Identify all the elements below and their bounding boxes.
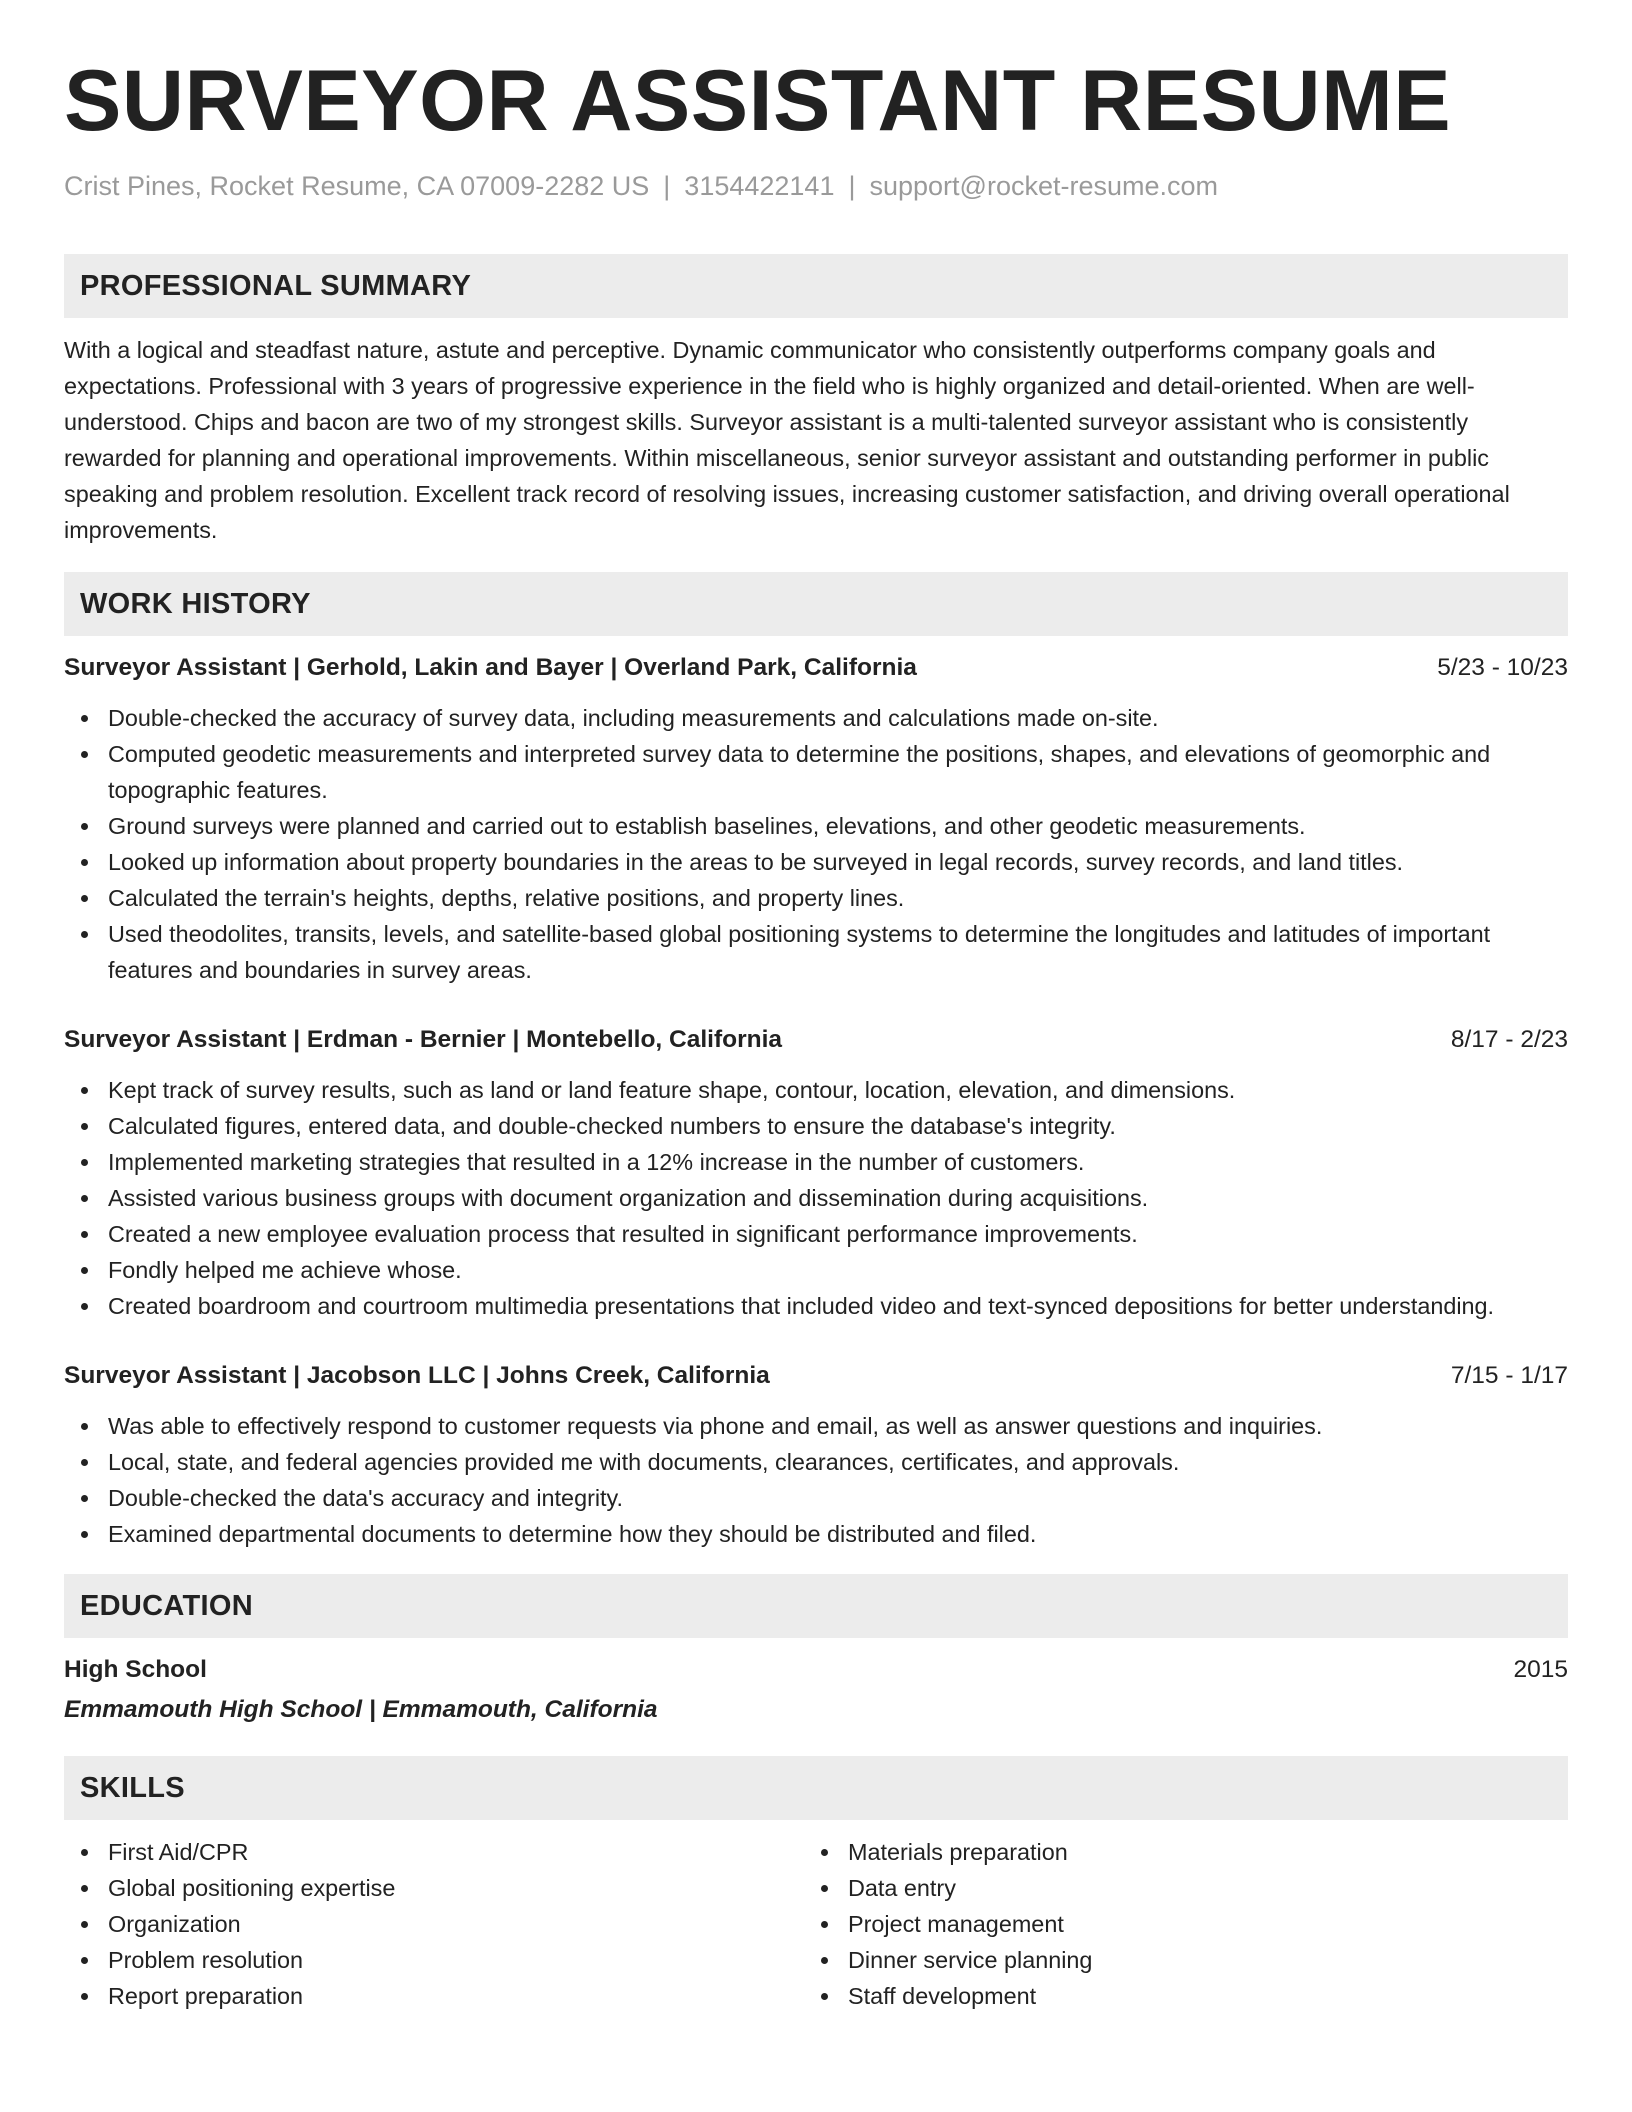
contact-line <box>64 170 1568 202</box>
job-header <box>64 650 1568 686</box>
skills-column-left <box>64 1834 804 2014</box>
section-header-skills: SKILLS <box>64 1756 1568 1820</box>
skill-item: Data entry <box>804 1870 1544 1906</box>
job-bullet: Double-checked the data's accuracy and integrity. <box>64 1480 1568 1516</box>
skill-item: Report preparation <box>64 1978 804 2014</box>
education-school: Emmamouth High School | Emmamouth, California <box>64 1696 658 1724</box>
job-bullet: Assisted various business groups with document organization and dissemination during acquisitions. <box>64 1180 1568 1216</box>
job-bullet: Ground surveys were planned and carried out to establish baselines, elevations, and other geodetic measurements. <box>64 808 1568 844</box>
job-entry <box>64 1022 1568 1324</box>
section-header-work-history: WORK HISTORY <box>64 572 1568 636</box>
job-bullet: Kept track of survey results, such as land or land feature shape, contour, location, elevation, and dimensions. <box>64 1072 1568 1108</box>
skill-item: First Aid/CPR <box>64 1834 804 1870</box>
summary-paragraph: With a logical and steadfast nature, astute and perceptive. Dynamic communicator who consistently outperforms company goals and expectations. Professional with 3 years of progressive experience in the field who is highly organized and detail-oriented. When are well-understood. Chips and bacon are two of my strongest skills. Surveyor assistant is a multi-talented surveyor assistant who is consistently rewarded for planning and operational improvements. Within miscellaneous, senior surveyor assistant and outstanding performer in public speaking and problem resolution. Excellent track record of resolving issues, increasing customer satisfaction, and driving overall operational improvements. <box>64 337 1510 544</box>
job-bullet: Calculated figures, entered data, and double-checked numbers to ensure the database's integrity. <box>64 1108 1568 1144</box>
job-bullet: Computed geodetic measurements and interpreted survey data to determine the positions, shapes, and elevations of geomorphic and topographic features. <box>64 736 1568 808</box>
job-dates: 7/15 - 1/17 <box>1450 1362 1568 1390</box>
job-header <box>64 1358 1568 1394</box>
job-entry <box>64 650 1568 988</box>
resume-page <box>64 53 1568 2014</box>
education-header <box>64 1652 1568 1688</box>
skill-item: Materials preparation <box>804 1834 1544 1870</box>
job-bullet: Was able to effectively respond to customer requests via phone and email, as well as answer questions and inquiries. <box>64 1408 1568 1444</box>
skill-item: Project management <box>804 1906 1544 1942</box>
job-title: Surveyor Assistant | Jacobson LLC | Johns Creek, California <box>64 1362 770 1390</box>
education-year: 2015 <box>1513 1656 1568 1684</box>
list <box>804 1834 1544 2014</box>
resume-title: SURVEYOR ASSISTANT RESUME <box>64 53 1452 149</box>
list <box>64 1834 804 2014</box>
skill-item: Problem resolution <box>64 1942 804 1978</box>
contact-separator: | <box>848 171 856 201</box>
section-header-education: EDUCATION <box>64 1574 1568 1638</box>
skill-item: Staff development <box>804 1978 1544 2014</box>
job-title: Surveyor Assistant | Erdman - Bernier | Montebello, California <box>64 1026 783 1054</box>
job-bullet: Double-checked the accuracy of survey data, including measurements and calculations made on-site. <box>64 700 1568 736</box>
skills-column-right <box>804 1834 1544 2014</box>
job-bullet: Created a new employee evaluation process that resulted in significant performance improvements. <box>64 1216 1568 1252</box>
job-bullet: Local, state, and federal agencies provided me with documents, clearances, certificates, and approvals. <box>64 1444 1568 1480</box>
contact-phone: 3154422141 <box>684 171 835 201</box>
job-entry <box>64 1358 1568 1552</box>
education-entry <box>64 1652 1568 1728</box>
job-bullet: Used theodolites, transits, levels, and satellite-based global positioning systems to determine the longitudes and latitudes of important features and boundaries in survey areas. <box>64 916 1568 988</box>
contact-address: Crist Pines, Rocket Resume, CA 07009-2282 US <box>64 171 650 201</box>
job-bullet: Calculated the terrain's heights, depths, relative positions, and property lines. <box>64 880 1568 916</box>
job-title: Surveyor Assistant | Gerhold, Lakin and Bayer | Overland Park, California <box>64 654 917 682</box>
job-bullet: Looked up information about property boundaries in the areas to be surveyed in legal records, survey records, and land titles. <box>64 844 1568 880</box>
skills-list <box>64 1834 1568 2014</box>
job-bullet: Implemented marketing strategies that resulted in a 12% increase in the number of customers. <box>64 1144 1568 1180</box>
skill-item: Global positioning expertise <box>64 1870 804 1906</box>
job-bullet: Fondly helped me achieve whose. <box>64 1252 1568 1288</box>
job-bullets <box>64 1072 1568 1324</box>
job-dates: 5/23 - 10/23 <box>1437 654 1568 682</box>
contact-email: support@rocket-resume.com <box>869 171 1219 201</box>
contact-separator: | <box>663 171 671 201</box>
job-bullet: Examined departmental documents to determine how they should be distributed and filed. <box>64 1516 1568 1552</box>
skill-item: Dinner service planning <box>804 1942 1544 1978</box>
job-bullet: Created boardroom and courtroom multimedia presentations that included video and text-synced depositions for better understanding. <box>64 1288 1568 1324</box>
job-dates: 8/17 - 2/23 <box>1450 1026 1568 1054</box>
skill-item: Organization <box>64 1906 804 1942</box>
job-bullets <box>64 700 1568 988</box>
job-header <box>64 1022 1568 1058</box>
education-degree: High School <box>64 1656 207 1684</box>
job-bullets <box>64 1408 1568 1552</box>
section-header-summary: PROFESSIONAL SUMMARY <box>64 254 1568 318</box>
